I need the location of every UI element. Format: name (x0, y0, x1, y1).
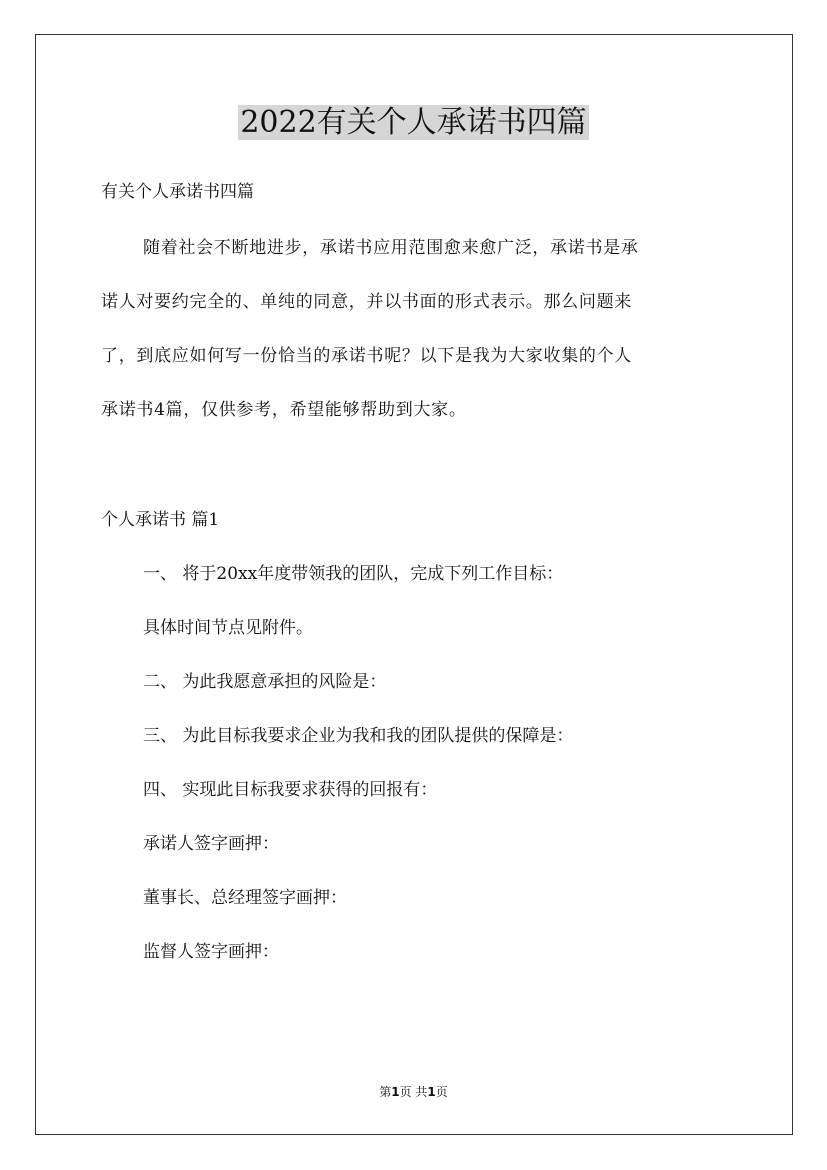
footer-page-number: 1 (391, 1085, 400, 1099)
list-item: 具体时间节点见附件。 (143, 618, 313, 638)
document-subtitle: 有关个人承诺书四篇 (101, 182, 254, 202)
list-item: 三、 为此目标我要求企业为我和我的团队提供的保障是： (143, 726, 574, 746)
intro-line-2: 诺人对要约完全的、单纯的同意，并以书面的形式表示。那么问题来 (101, 292, 632, 312)
footer-page-suffix: 页 (435, 1085, 448, 1099)
page-footer (0, 1084, 827, 1100)
document-title-text: 2022有关个人承诺书四篇 (240, 105, 587, 140)
list-item: 二、 为此我愿意承担的风险是： (143, 672, 387, 692)
intro-line-1: 随着社会不断地进步，承诺书应用范围愈来愈广泛，承诺书是承 (143, 238, 639, 258)
list-item: 一、 将于20xx年度带领我的团队，完成下列工作目标： (143, 564, 564, 584)
intro-line-3: 了，到底应如何写一份恰当的承诺书呢？以下是我为大家收集的个人 (101, 346, 632, 366)
signature-line-promisor: 承诺人签字画押： (143, 834, 279, 854)
intro-line-4: 承诺书4篇，仅供参考，希望能够帮助到大家。 (101, 400, 467, 420)
footer-page-prefix: 第 (379, 1085, 392, 1099)
footer-page-total: 1 (427, 1085, 436, 1099)
document-title (0, 101, 827, 145)
signature-line-supervisor: 监督人签字画押： (143, 942, 279, 962)
section-heading: 个人承诺书 篇1 (101, 510, 220, 530)
list-item: 四、 实现此目标我要求获得的回报有： (143, 780, 438, 800)
signature-line-chairman: 董事长、总经理签字画押： (143, 888, 347, 908)
footer-page-mid: 页 共 (399, 1085, 428, 1099)
